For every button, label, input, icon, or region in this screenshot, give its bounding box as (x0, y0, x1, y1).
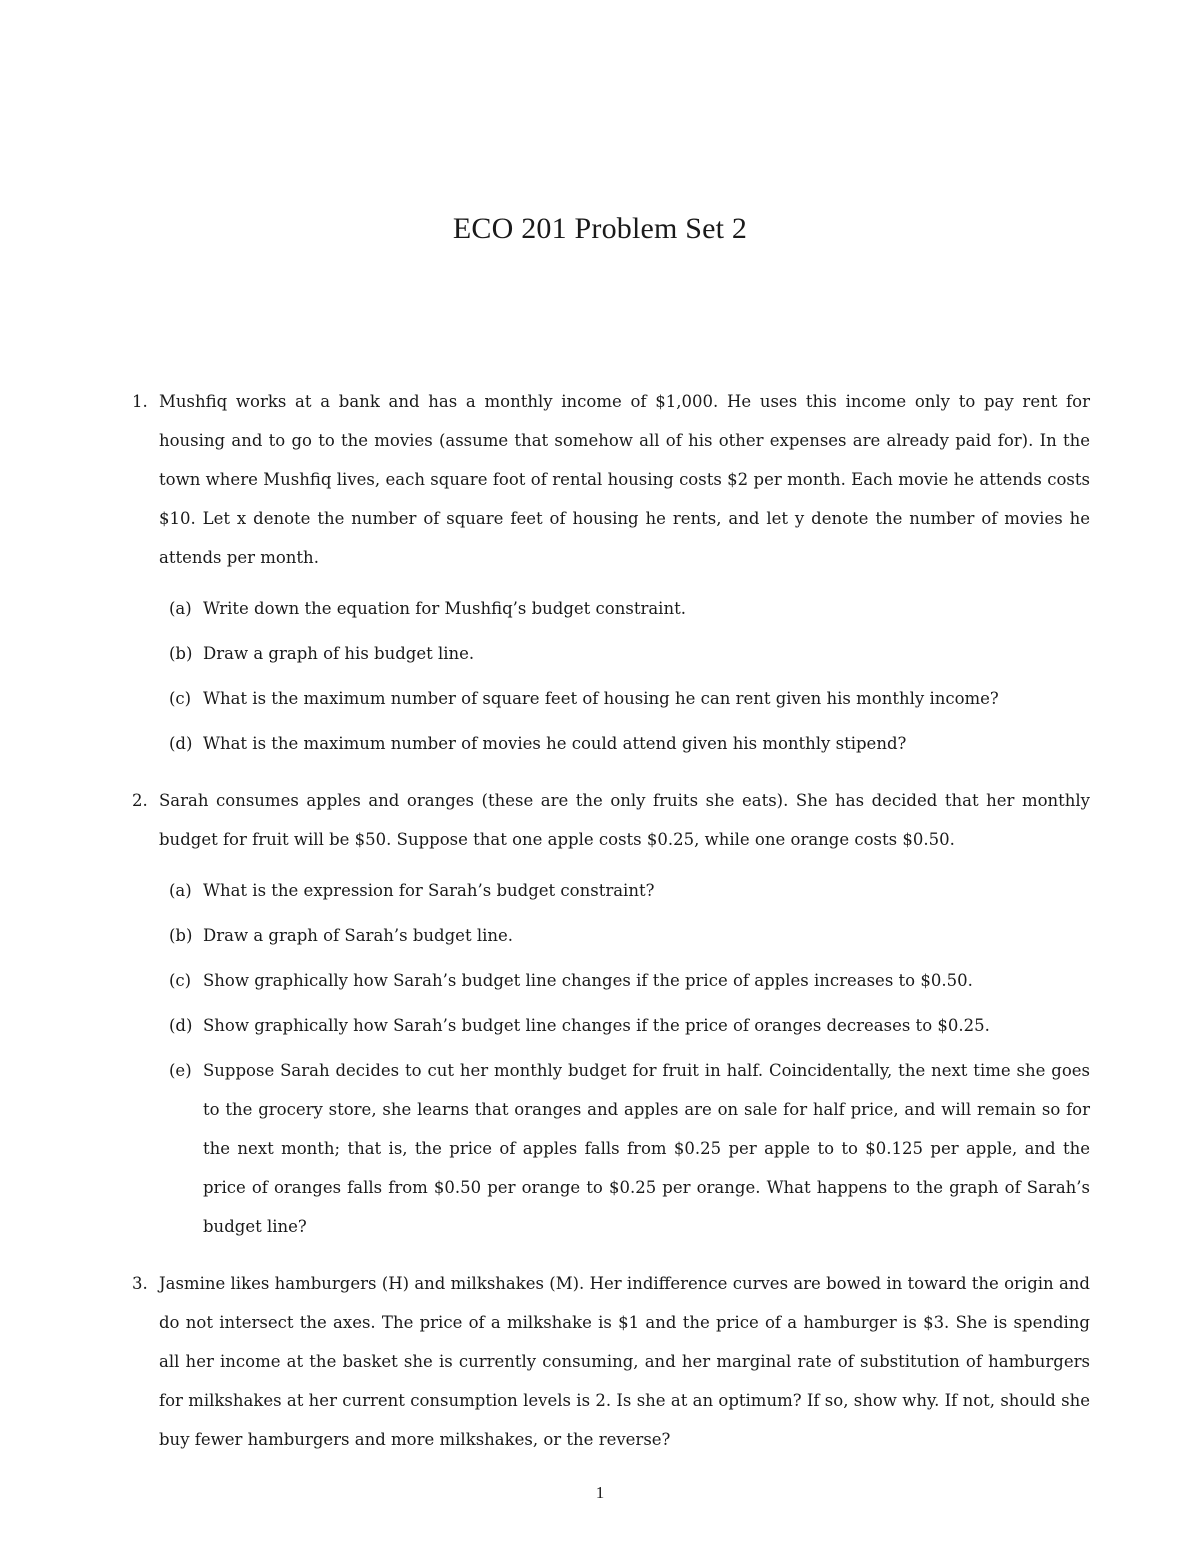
problem-part (159, 589, 1090, 628)
problem-text: Mushfiq works at a bank and has a monthly income of $1,000. He uses this income only to pay rent for housing and to go to the movies (assume that somehow all of his other expenses are already paid for). In the town where Mushfiq lives, each square foot of rental housing costs $2 per month. Each movie he attends costs $10. Let x denote the number of square feet of housing he rents, and let y denote the number of movies he attends per month. (159, 392, 1090, 567)
problem-part (159, 871, 1090, 910)
problem-part (159, 679, 1090, 718)
problem-number: 1. (132, 392, 148, 411)
part-text: Draw a graph of his budget line. (203, 644, 475, 663)
problem-text: Jasmine likes hamburgers (H) and milkshakes (M). Her indifference curves are bowed in toward the origin and do not intersect the axes. The price of a milkshake is $1 and the price of a hamburger is $3. She is spending all her income at the basket she is currently consuming, and her marginal rate of substitution of hamburgers for milkshakes at her current consumption levels is 2. Is she at an optimum? If so, show why. If not, should she buy fewer hamburgers and more milkshakes, or the reverse? (159, 1274, 1090, 1449)
page-number: 1 (595, 1483, 605, 1502)
part-text: Write down the equation for Mushfiq’s budget constraint. (203, 599, 686, 618)
problem-part (159, 1051, 1090, 1246)
part-label: (d) (169, 1016, 193, 1035)
problem-part (159, 916, 1090, 955)
part-label: (a) (169, 881, 192, 900)
problem-number: 3. (132, 1274, 148, 1293)
problem-number: 2. (132, 791, 148, 810)
part-text: What is the maximum number of square feet of housing he can rent given his monthly income? (203, 689, 999, 708)
part-label: (b) (169, 926, 193, 945)
part-text: Draw a graph of Sarah’s budget line. (203, 926, 514, 945)
problem-2 (132, 781, 1090, 1246)
part-text: Suppose Sarah decides to cut her monthly budget for fruit in half. Coincidentally, the next time she goes to the grocery store, she learns that oranges and apples are on sale for half price, and will remain so for the next month; that is, the price of apples falls from $0.25 per apple to to $0.125 per apple, and the price of oranges falls from $0.50 per orange to $0.25 per orange. What happens to the graph of Sarah’s budget line? (203, 1061, 1090, 1236)
part-text: Show graphically how Sarah’s budget line changes if the price of oranges decreases to $0.25. (203, 1016, 990, 1035)
problem-list (132, 382, 1090, 1469)
problem-part (159, 634, 1090, 673)
problem-parts (159, 589, 1090, 763)
part-text: What is the maximum number of movies he could attend given his monthly stipend? (203, 734, 907, 753)
part-label: (c) (169, 689, 192, 708)
problem-part (159, 1006, 1090, 1045)
problem-parts (159, 871, 1090, 1246)
problem-text: Sarah consumes apples and oranges (these are the only fruits she eats). She has decided that her monthly budget for fruit will be $50. Suppose that one apple costs $0.25, while one orange costs $0.50. (159, 791, 1090, 849)
part-label: (a) (169, 599, 192, 618)
document-title: ECO 201 Problem Set 2 (452, 212, 748, 245)
problem-part (159, 724, 1090, 763)
problem-1 (132, 382, 1090, 763)
part-label: (b) (169, 644, 193, 663)
problem-part (159, 961, 1090, 1000)
part-text: Show graphically how Sarah’s budget line changes if the price of apples increases to $0.50. (203, 971, 973, 990)
problem-3 (132, 1264, 1090, 1459)
part-label: (e) (169, 1061, 192, 1080)
part-label: (d) (169, 734, 193, 753)
part-label: (c) (169, 971, 192, 990)
part-text: What is the expression for Sarah’s budget constraint? (203, 881, 655, 900)
